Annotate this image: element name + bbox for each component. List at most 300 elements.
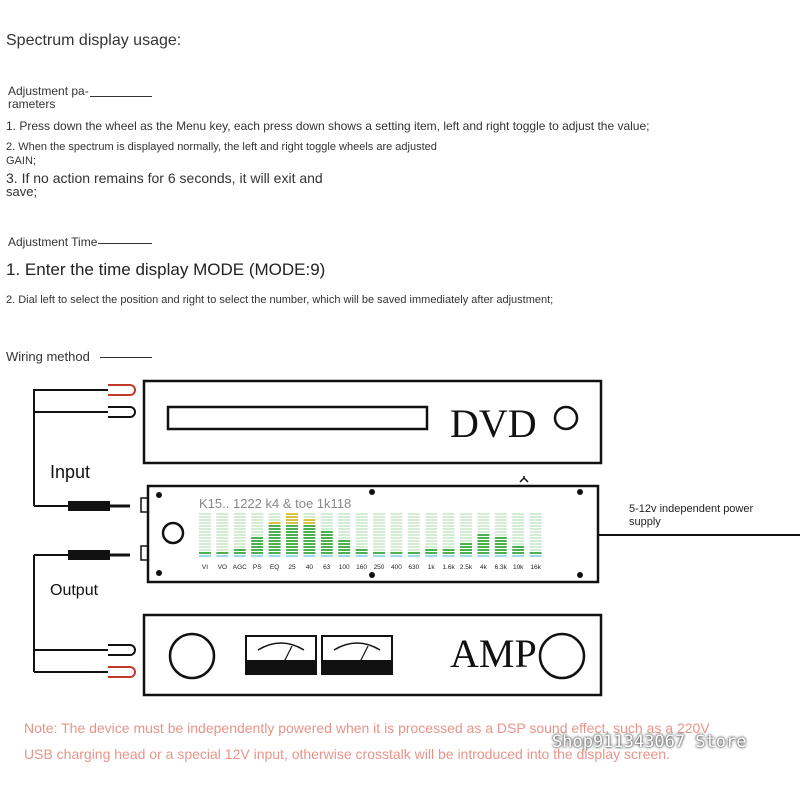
rca-plug-red [108,667,135,677]
spectrum-bar-segment [425,528,437,530]
spectrum-bar-segment [425,513,437,515]
spectrum-bar-segment [512,552,524,554]
spectrum-bar-segment [234,513,246,515]
spectrum-bar-segment [460,555,472,557]
spectrum-bar-segment [408,522,420,524]
spectrum-bar-segment [460,519,472,521]
spectrum-bar-segment [425,555,437,557]
spectrum-bar-segment [216,537,228,539]
band-label: 2.5k [459,564,473,571]
band-label: 400 [390,564,402,571]
spectrum-bar-segment [408,549,420,551]
amp-vu-meter-left [246,636,316,674]
spectrum-bar-segment [199,549,211,551]
spectrum-bar-segment [495,519,507,521]
spectrum-bar-segment [216,525,228,527]
spectrum-bar-segment [286,519,298,521]
spectrum-bar-segment [390,513,402,515]
spectrum-bar-segment [443,531,455,533]
spectrum-bar-segment [460,549,472,551]
spectrum-bar-segment [321,546,333,548]
spectrum-bar-segment [234,528,246,530]
band-label: 6.3k [494,564,507,571]
spectrum-bar-segment [408,552,420,554]
spectrum-bar-segment [460,525,472,527]
band-label: 10k [512,564,524,571]
spectrum-bar-segment [512,528,524,530]
spectrum-bar-segment [269,528,281,530]
power-connector-icon [520,476,528,482]
amp-right-knob [540,634,584,678]
spectrum-bar-segment [199,516,211,518]
spectrum-bar-segment [251,522,263,524]
spectrum-bar-segment [303,531,315,533]
spectrum-bar-segment [321,537,333,539]
spectrum-bar-segment [460,516,472,518]
spectrum-bar-segment [216,549,228,551]
spectrum-bar-segment [356,534,368,536]
time-item-2: 2. Dial left to select the position and right to select the number, which will be saved immediately after adjustment; [6,294,554,306]
spectrum-bar-segment [477,546,489,548]
params-item-3: 3. If no action remains for 6 seconds, it will exit and [6,170,323,186]
spectrum-bar-segment [338,528,350,530]
spectrum-bar-segment [199,528,211,530]
spectrum-bar-segment [321,528,333,530]
spectrum-bar-segment [338,552,350,554]
spectrum-bar-segment [408,540,420,542]
spectrum-bar-segment [512,540,524,542]
spectrum-bar-segment [443,543,455,545]
spectrum-bar-segment [356,519,368,521]
spectrum-bar-segment [338,519,350,521]
spectrum-bar-segment [373,528,385,530]
spectrum-bar-segment [269,540,281,542]
spectrum-bar-segment [408,531,420,533]
spectrum-bar-segment [234,555,246,557]
spectrum-bar-segment [512,516,524,518]
band-label: 16k [530,564,541,571]
spectrum-bar-segment [460,540,472,542]
spectrum-bar-segment [530,543,542,545]
band-label: 160 [356,564,368,571]
amp-label: AMP [450,631,537,676]
screw-icon [369,489,375,495]
spectrum-bar-segment [408,525,420,527]
spectrum-bar-segment [373,513,385,515]
spectrum-bar-segment [408,528,420,530]
spectrum-bar-segment [530,546,542,548]
spectrum-bar-segment [199,525,211,527]
spectrum-bar-segment [216,543,228,545]
spectrum-bar-segment [390,534,402,536]
spectrum-bar-segment [303,552,315,554]
band-label: VI [201,564,209,571]
spectrum-bar-segment [495,525,507,527]
spectrum-bar-segment [338,513,350,515]
spectrum-bars [199,513,542,557]
spectrum-bar-segment [251,552,263,554]
spectrum-bar-segment [512,531,524,533]
spectrum-bar-segment [443,555,455,557]
spectrum-bar-segment [530,534,542,536]
spectrum-bar-segment [512,534,524,536]
spectrum-bar-segment [303,528,315,530]
section-wiring-title: Wiring method [6,349,90,364]
time-item-1: 1. Enter the time display MODE (MODE:9) [6,260,326,279]
spectrum-bar-segment [460,513,472,515]
spectrum-bar-segment [303,546,315,548]
spectrum-bar-segment [338,522,350,524]
spectrum-bar-segment [251,540,263,542]
spectrum-bar-segment [408,534,420,536]
spectrum-bar-segment [286,516,298,518]
section-wiring-underline [100,357,152,358]
spectrum-bar-segment [321,513,333,515]
spectrum-bar-segment [199,546,211,548]
spectrum-bar-segment [408,537,420,539]
spectrum-bar-segment [460,534,472,536]
page-heading: Spectrum display usage: [6,32,182,49]
spectrum-bar-segment [495,516,507,518]
spectrum-bar-segment [408,513,420,515]
band-label: 100 [338,564,350,571]
spectrum-bar-segment [251,513,263,515]
spectrum-bar-segment [356,546,368,548]
params-item-2: 2. When the spectrum is displayed normally, the left and right toggle wheels are adjusted [6,141,437,153]
spectrum-bar-segment [286,540,298,542]
spectrum-bar-segment [477,531,489,533]
spectrum-bar-segment [251,543,263,545]
power-label-line2: supply [629,516,661,528]
spectrum-bar-segment [443,534,455,536]
spectrum-bar-segment [286,531,298,533]
spectrum-bar-segment [303,513,315,515]
spectrum-bar-segment [443,516,455,518]
spectrum-bar-segment [477,540,489,542]
spectrum-bar-segment [425,516,437,518]
spectrum-bar-segment [390,522,402,524]
spectrum-bar-segment [286,513,298,515]
band-label: AGC [232,564,247,571]
spectrum-bar-segment [512,537,524,539]
spectrum-bar-segment [303,540,315,542]
rca-plug-red [108,385,135,395]
spectrum-bar-segment [303,525,315,527]
spectrum-bar-segment [495,531,507,533]
rotary-encoder-knob [163,523,183,543]
spectrum-bar-segment [286,525,298,527]
spectrum-bar-segment [216,516,228,518]
spectrum-bar-segment [303,537,315,539]
spectrum-bar-segment [199,552,211,554]
store-watermark: Shop911343067 Store [552,732,747,752]
spectrum-bar-segment [356,525,368,527]
spectrum-bar-segment [269,522,281,524]
spectrum-bar-segment [269,525,281,527]
spectrum-bar-segment [216,555,228,557]
spectrum-bar-segment [443,552,455,554]
spectrum-bar-segment [408,516,420,518]
spectrum-bar-segment [373,552,385,554]
spectrum-bar-segment [390,519,402,521]
spectrum-bar-segment [477,534,489,536]
spectrum-bar-segment [373,555,385,557]
spectrum-bar-segment [356,549,368,551]
band-label: 1.6k [442,564,455,571]
spectrum-bar-segment [425,549,437,551]
spectrum-bar-segment [495,513,507,515]
spectrum-bar-segment [495,549,507,551]
spectrum-display-unit [141,476,598,582]
spectrum-bar-segment [373,519,385,521]
spectrum-bar-segment [251,546,263,548]
spectrum-bar-segment [356,513,368,515]
spectrum-bar-segment [251,525,263,527]
spectrum-bar-segment [443,549,455,551]
spectrum-bar-segment [512,513,524,515]
spectrum-bar-segment [495,552,507,554]
band-label: 630 [408,564,420,571]
spectrum-bar-segment [390,540,402,542]
spectrum-bar-segment [373,534,385,536]
spectrum-bar-segment [321,540,333,542]
band-label: 4k [479,564,487,571]
screw-icon [577,572,583,578]
spectrum-bar-segment [234,525,246,527]
spectrum-bar-segment [373,549,385,551]
spectrum-bar-segment [425,546,437,548]
dvd-unit [144,381,601,463]
spectrum-bar-segment [390,546,402,548]
spectrum-bar-segment [321,549,333,551]
spectrum-bar-segment [443,522,455,524]
spectrum-bar-segment [199,537,211,539]
spectrum-bar-segment [269,516,281,518]
spectrum-bar-segment [460,522,472,524]
spectrum-bar-segment [512,519,524,521]
spectrum-bar-segment [251,537,263,539]
spectrum-bar-segment [216,528,228,530]
screw-icon [577,489,583,495]
band-label: PS [252,564,262,571]
spectrum-bar-segment [530,522,542,524]
spectrum-bar-segment [321,555,333,557]
spectrum-bar-segment [530,537,542,539]
spectrum-bar-segment [234,534,246,536]
input-label: Input [50,462,91,482]
spectrum-bar-segment [338,537,350,539]
spectrum-bar-segment [373,516,385,518]
spectrum-bar-segment [286,522,298,524]
spectrum-bar-segment [234,546,246,548]
spectrum-bar-segment [530,555,542,557]
spectrum-bar-segment [495,528,507,530]
spectrum-bar-segment [269,534,281,536]
spectrum-bar-segment [286,555,298,557]
spectrum-bar-segment [495,555,507,557]
spectrum-bar-segment [356,516,368,518]
spectrum-bar-segment [356,531,368,533]
spectrum-bar-segment [373,537,385,539]
spectrum-bar-segment [373,540,385,542]
band-label: 63 [323,564,331,571]
spectrum-bar-segment [425,522,437,524]
spectrum-bar-segment [530,516,542,518]
spectrum-bar-segment [425,543,437,545]
spectrum-bar-segment [199,555,211,557]
input-wire-top [34,390,108,452]
amp-vu-meter-right [322,636,392,674]
spectrum-bar-segment [321,519,333,521]
spectrum-bar-segment [286,543,298,545]
screw-icon [369,572,375,578]
amp-unit [144,615,601,695]
spectrum-bar-segment [216,534,228,536]
spectrum-bar-segment [495,522,507,524]
spectrum-bar-segment [373,531,385,533]
input-jack-plug [68,501,110,511]
spectrum-bar-segment [199,522,211,524]
spectrum-bar-segment [269,552,281,554]
spectrum-bar-segment [338,516,350,518]
band-label: 250 [373,564,385,571]
spectrum-bar-segment [338,546,350,548]
wiring-diagram [0,370,800,710]
spectrum-bar-segment [251,519,263,521]
spectrum-bar-segment [269,537,281,539]
spectrum-bar-segment [512,546,524,548]
spectrum-bar-segment [373,543,385,545]
spectrum-bar-segment [234,552,246,554]
spectrum-bar-segment [269,555,281,557]
spectrum-bar-segment [303,555,315,557]
spectrum-bar-segment [338,555,350,557]
spectrum-bar-segment [338,540,350,542]
spectrum-bar-segment [443,540,455,542]
spectrum-bar-segment [390,525,402,527]
spectrum-bar-segment [338,525,350,527]
spectrum-bar-segment [512,549,524,551]
spectrum-bar-segment [477,549,489,551]
spectrum-bar-segment [425,540,437,542]
spectrum-bar-segment [460,543,472,545]
spectrum-bar-segment [460,531,472,533]
spectrum-bar-segment [512,543,524,545]
power-label-line1: 5-12v independent power [629,503,754,515]
spectrum-bar-segment [216,519,228,521]
spectrum-bar-segment [338,549,350,551]
spectrum-bar-segment [477,513,489,515]
spectrum-bar-segment [286,537,298,539]
spectrum-bar-segment [234,540,246,542]
spectrum-bar-segment [495,546,507,548]
spectrum-bar-segment [408,555,420,557]
spectrum-bar-segment [303,534,315,536]
spectrum-bar-segment [269,513,281,515]
spectrum-bar-segment [390,516,402,518]
spectrum-bar-segment [251,534,263,536]
spectrum-bar-segment [443,513,455,515]
spectrum-bar-segment [338,534,350,536]
spectrum-bar-segment [269,549,281,551]
note-line-1: Note: The device must be independently powered when it is processed as a DSP sound effect, such as a 220V [24,720,710,736]
spectrum-bar-segment [356,522,368,524]
spectrum-bar-segment [495,537,507,539]
spectrum-bar-segment [477,543,489,545]
spectrum-bar-segment [303,549,315,551]
spectrum-bar-segment [356,528,368,530]
band-label: EQ [269,564,280,571]
spectrum-bar-segment [356,540,368,542]
spectrum-bar-segment [495,543,507,545]
band-label: 40 [305,564,314,571]
spectrum-bar-segment [199,513,211,515]
spectrum-bar-segment [234,531,246,533]
spectrum-bar-segment [303,516,315,518]
spectrum-bar-segment [216,531,228,533]
spectrum-bar-segment [216,522,228,524]
band-label: 1k [427,564,435,571]
spectrum-bar-segment [356,555,368,557]
spectrum-bar-segment [269,531,281,533]
spectrum-bar-segment [251,531,263,533]
band-label: 25 [288,564,296,571]
spectrum-bar-segment [408,546,420,548]
spectrum-bar-segment [390,537,402,539]
spectrum-bar-segment [321,516,333,518]
spectrum-bar-segment [512,555,524,557]
spectrum-bar-segment [234,522,246,524]
section-params-title-line1: Adjustment pa- [8,84,89,98]
spectrum-bar-segment [425,537,437,539]
spectrum-bar-segment [321,525,333,527]
spectrum-bar-segment [495,534,507,536]
spectrum-bar-segment [477,525,489,527]
spectrum-bar-segment [199,519,211,521]
note-line-2: USB charging head or a special 12V input, otherwise crosstalk will be introduced into the display screen. [24,746,670,762]
spectrum-bar-segment [390,552,402,554]
display-screen-text: K15.. 1222 k4 & toe 1k118 [199,496,352,511]
spectrum-bar-segment [460,546,472,548]
screw-icon [156,492,162,498]
dvd-power-knob [555,407,577,429]
spectrum-bar-segment [530,519,542,521]
spectrum-bar-segment [286,552,298,554]
spectrum-bar-segment [390,555,402,557]
band-label: VO [217,564,228,571]
spectrum-bar-segment [530,531,542,533]
spectrum-bar-segment [443,519,455,521]
spectrum-bar-segment [251,516,263,518]
spectrum-bar-segment [286,528,298,530]
spectrum-bar-segment [408,519,420,521]
section-params-title-line2: rameters [8,97,56,111]
spectrum-bar-segment [477,516,489,518]
spectrum-bar-segment [477,522,489,524]
spectrum-bar-segment [251,528,263,530]
section-time-title: Adjustment Time [8,235,98,249]
section-time-underline [98,243,152,244]
spectrum-bar-segment [408,543,420,545]
dvd-label: DVD [450,401,537,446]
section-params-underline [90,96,152,97]
spectrum-bar-segment [356,552,368,554]
spectrum-bar-segment [443,546,455,548]
input-cable [34,385,135,511]
spectrum-bar-segment [460,537,472,539]
spectrum-band-labels [202,564,542,571]
spectrum-bar-segment [425,531,437,533]
